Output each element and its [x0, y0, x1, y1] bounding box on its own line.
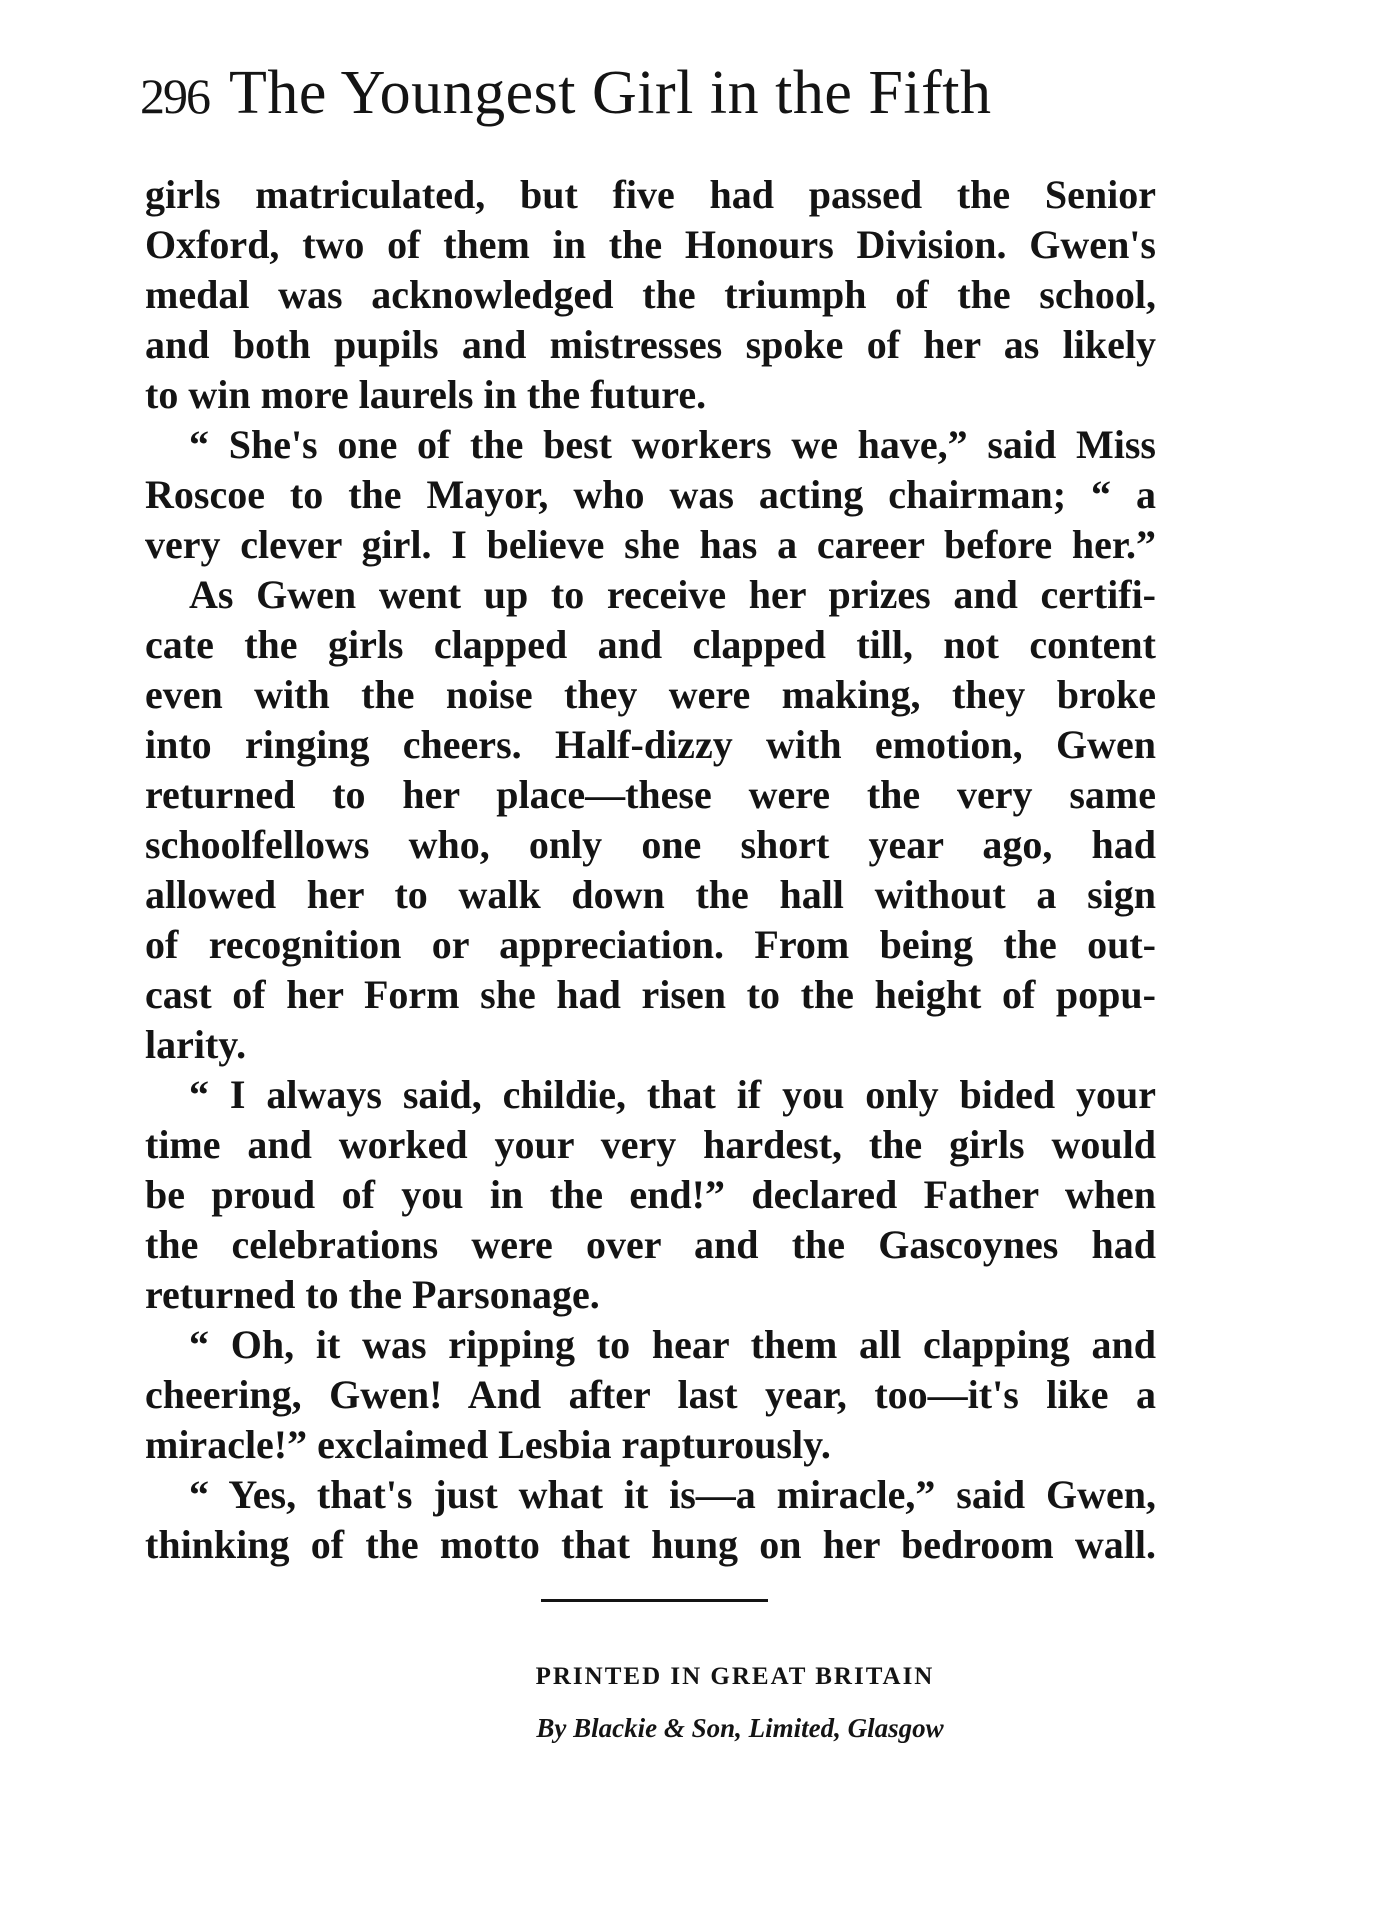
text-line: larity. [145, 1022, 247, 1067]
text-line: Roscoe to the Mayor, who was acting chairman; “ a [145, 472, 1156, 517]
text-line: As Gwen went up to receive her prizes and certifi- [189, 572, 1156, 617]
paragraph [145, 170, 1156, 420]
text-line: thinking of the motto that hung on her bedroom wall. [145, 1522, 1156, 1567]
page-number: 296 [140, 68, 209, 124]
text-line: into ringing cheers. Half-dizzy with emotion, Gwen [145, 722, 1156, 767]
text-line: cast of her Form she had risen to the height of popu- [145, 972, 1156, 1017]
text-line: “ Yes, that's just what it is—a miracle,” said Gwen, [189, 1472, 1156, 1517]
text-line: allowed her to walk down the hall without a sign [145, 872, 1156, 917]
printer-imprint-line: PRINTED IN GREAT BRITAIN [535, 1663, 935, 1690]
text-line: schoolfellows who, only one short year ago, had [145, 822, 1156, 867]
text-line: “ I always said, childie, that if you only bided your [189, 1072, 1156, 1117]
text-line: “ She's one of the best workers we have,” said Miss [189, 422, 1156, 467]
paragraph [145, 570, 1156, 1070]
text-line: and both pupils and mistresses spoke of her as likely [145, 322, 1156, 367]
text-line: miracle!” exclaimed Lesbia rapturously. [145, 1422, 831, 1467]
text-line: girls matriculated, but five had passed the Senior [145, 172, 1156, 217]
text-line: cate the girls clapped and clapped till, not content [145, 622, 1156, 667]
text-line: be proud of you in the end!” declared Father when [145, 1172, 1156, 1217]
text-line: returned to her place—these were the very same [145, 772, 1156, 817]
text-line: of recognition or appreciation. From being the out- [145, 922, 1156, 967]
text-line: the celebrations were over and the Gascoynes had [145, 1222, 1156, 1267]
paragraph [145, 1470, 1156, 1570]
text-line: to win more laurels in the future. [145, 372, 707, 417]
paragraph [145, 1070, 1156, 1320]
publisher-imprint-line: By Blackie & Son, Limited, Glasgow [536, 1713, 944, 1743]
text-line: very clever girl. I believe she has a career before her.” [145, 522, 1156, 567]
running-head [140, 58, 1140, 138]
text-line: time and worked your very hardest, the girls would [145, 1122, 1156, 1167]
paragraph [145, 1320, 1156, 1470]
book-title: The Youngest Girl in the Fifth [229, 59, 992, 127]
paragraph [145, 420, 1156, 570]
end-rule [541, 1599, 768, 1602]
text-line: “ Oh, it was ripping to hear them all clapping and [189, 1322, 1156, 1367]
text-line: Oxford, two of them in the Honours Division. Gwen's [145, 222, 1156, 267]
text-line: even with the noise they were making, they broke [145, 672, 1156, 717]
text-line: medal was acknowledged the triumph of the school, [145, 272, 1156, 317]
text-line: returned to the Parsonage. [145, 1272, 600, 1317]
body-text [145, 170, 1156, 1570]
text-line: cheering, Gwen! And after last year, too—it's like a [145, 1372, 1156, 1417]
